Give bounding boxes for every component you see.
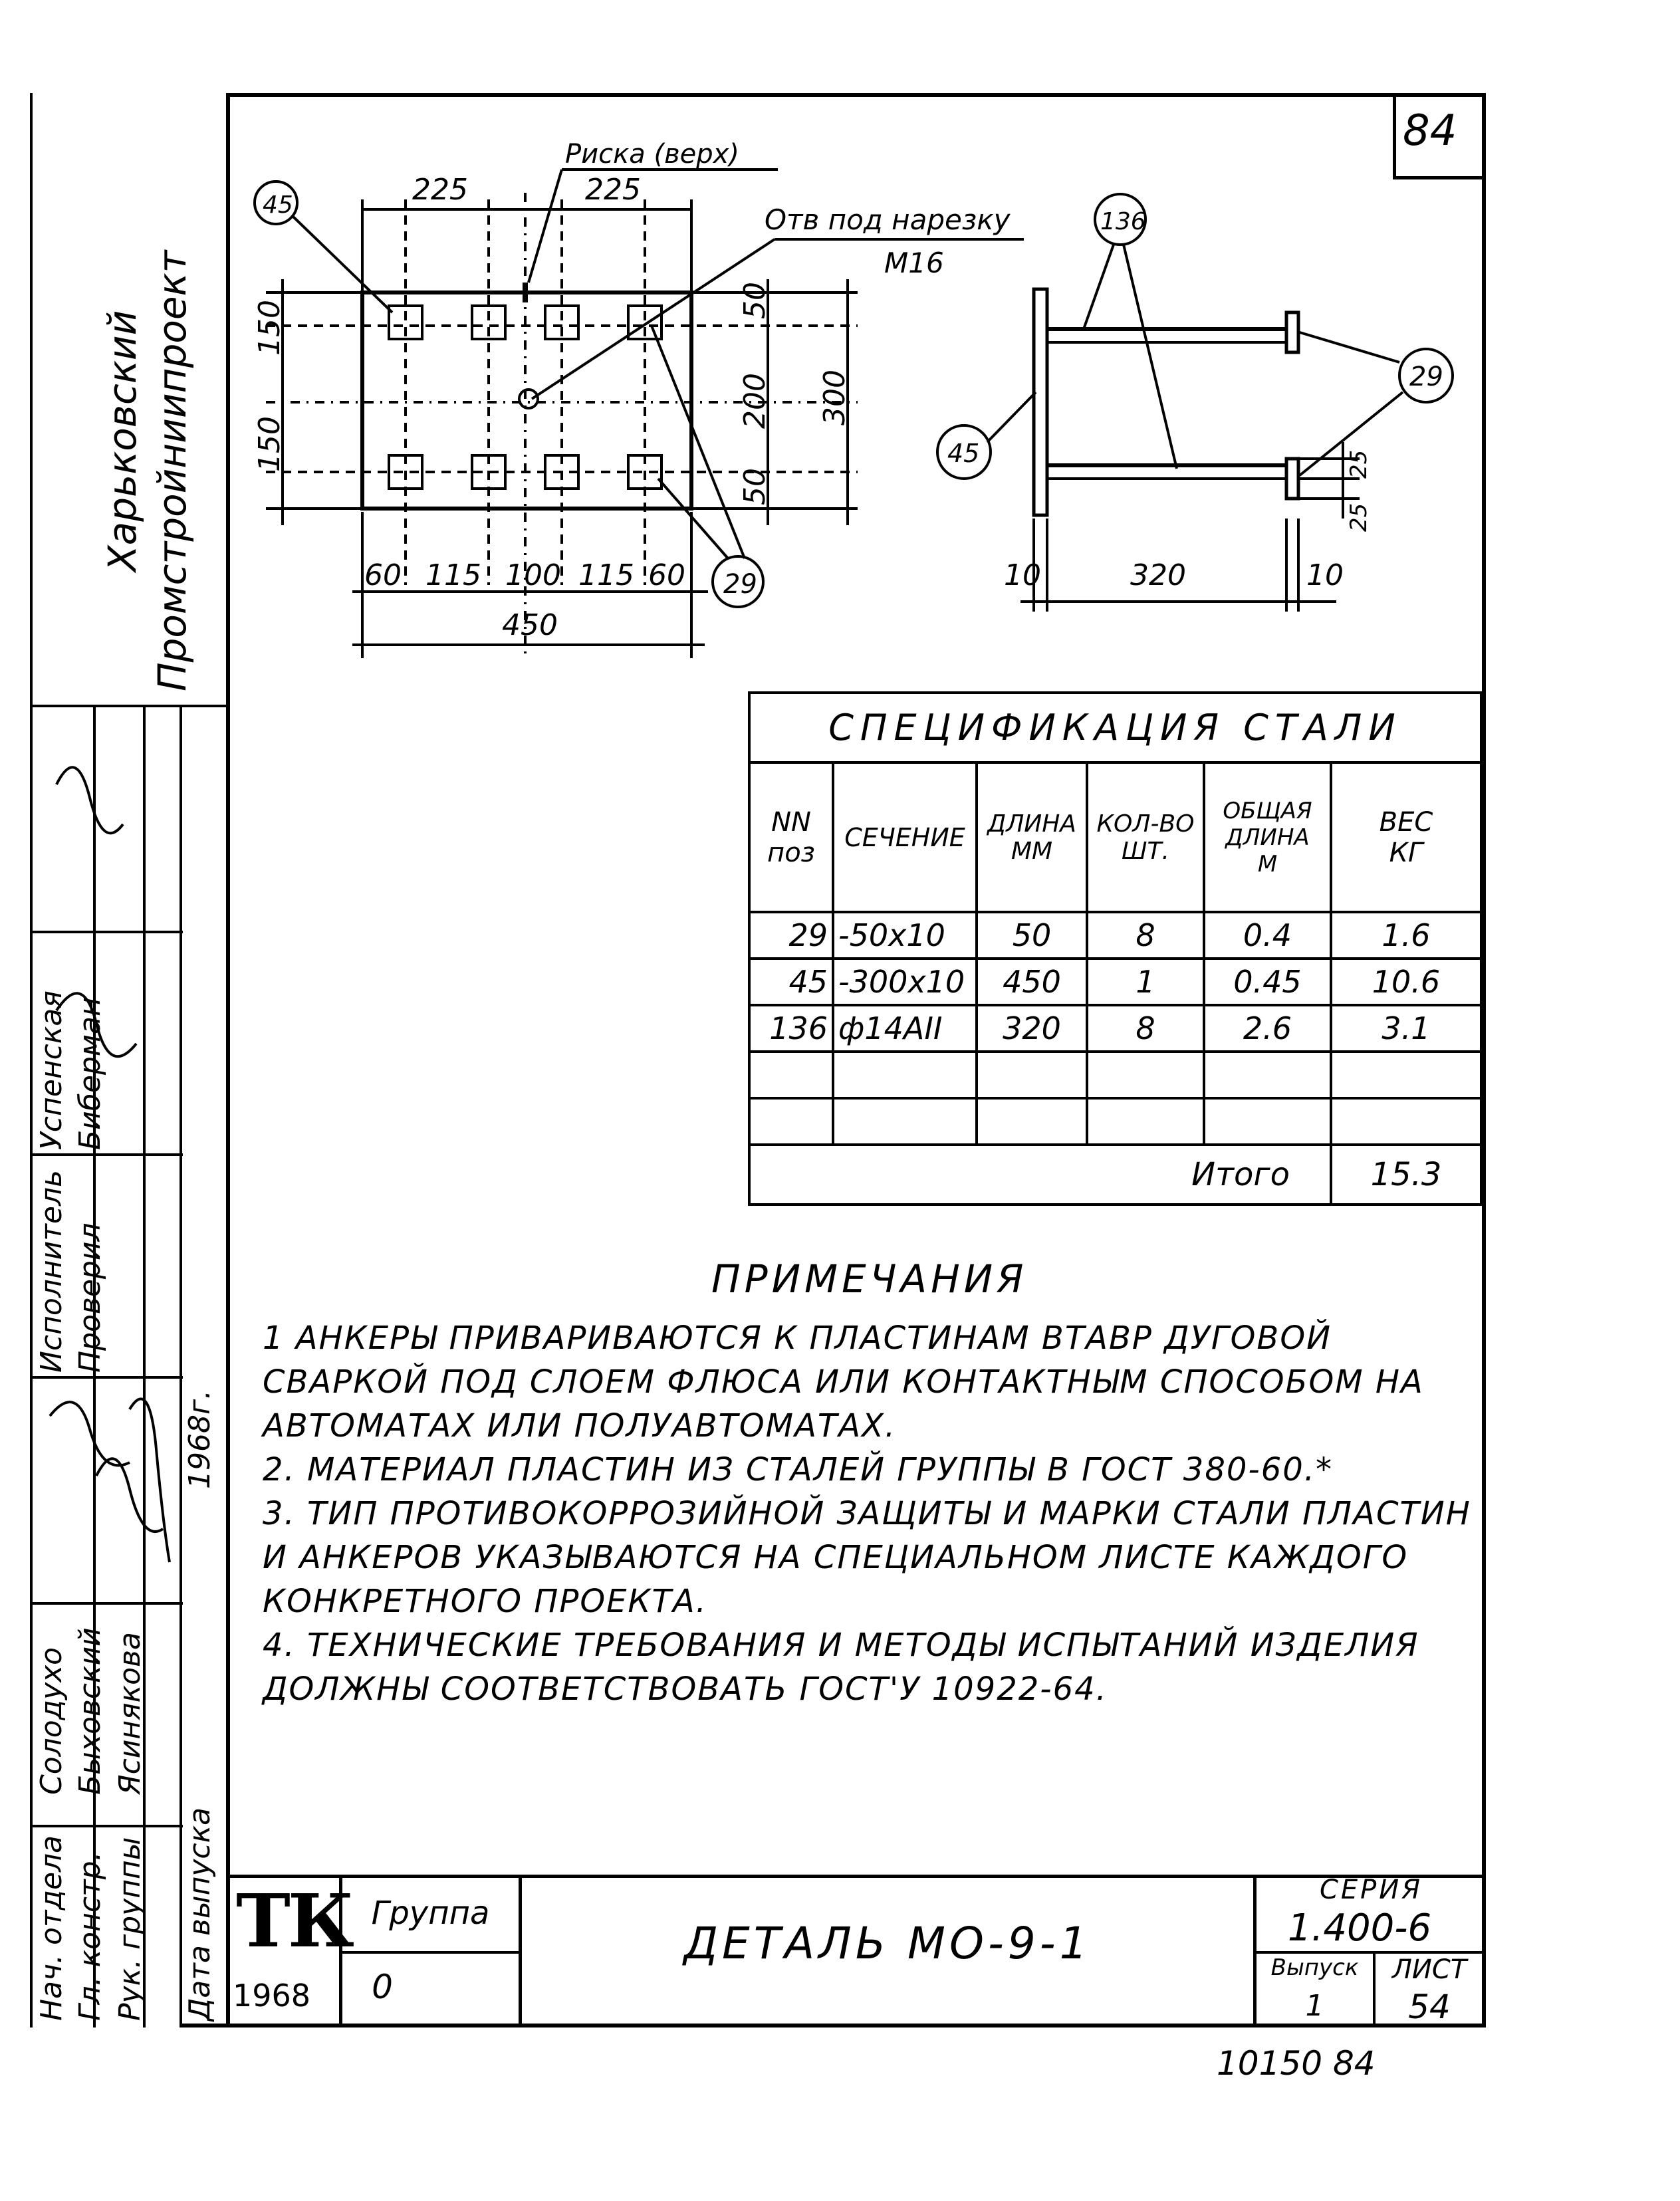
name-2: Быховский [73, 1627, 107, 1795]
dim-bottom-3: 100 [505, 558, 561, 592]
header-length-1: ДЛИНА [987, 810, 1076, 838]
role-1: Нач. отдела [35, 1835, 68, 2021]
release-year: 1968г. [183, 1389, 217, 1489]
row-total-length: 0.4 [1204, 912, 1331, 959]
dim-bottom-4: 115 [578, 558, 634, 592]
org-name-1: Харьковский [100, 310, 145, 572]
side-dim-3: 10 [1306, 558, 1344, 592]
table-total-row [749, 1145, 1481, 1205]
role-4: Исполнитель [35, 1169, 68, 1373]
row-section: -300х10 [833, 959, 977, 1005]
header-length [977, 762, 1087, 912]
header-weight-2: КГ [1389, 837, 1423, 868]
header-qty-1: КОЛ-ВО [1096, 810, 1195, 838]
dim-bottom-1: 60 [364, 558, 402, 592]
header-qty-2: ШТ. [1122, 837, 1169, 865]
sheet-label: ЛИСТ [1391, 1954, 1467, 1985]
steel-spec-table [748, 691, 1483, 1206]
side-dim-1: 10 [1004, 558, 1041, 592]
row-section: ф14АII [833, 1005, 977, 1052]
row-weight: 1.6 [1331, 912, 1481, 959]
balloon-29-label: 29 [723, 569, 757, 600]
sheet-number: 84 [1403, 106, 1457, 156]
balloon-136-label: 136 [1100, 208, 1146, 235]
name-5: Биберман [73, 997, 107, 1150]
group-value: 0 [372, 1968, 393, 2006]
header-pos-1: NN [771, 806, 811, 838]
side-dim-2: 320 [1130, 558, 1186, 592]
header-weight [1331, 762, 1481, 912]
row-pos: 29 [749, 912, 833, 959]
name-1: Солодухо [35, 1647, 68, 1795]
header-total-length-1: ОБЩАЯ [1223, 797, 1312, 824]
table-row-empty [749, 1098, 1481, 1145]
header-length-2: ММ [1011, 837, 1053, 865]
header-total-length-2: ДЛИНА [1225, 824, 1310, 851]
hole-size: М16 [884, 247, 944, 279]
dim-right-2: 200 [738, 373, 772, 429]
note-1: 1 АНКЕРЫ ПРИВАРИВАЮТСЯ К ПЛАСТИНАМ ВТАВР ДУГОВОЙ СВАРКОЙ ПОД СЛОЕМ ФЛЮСА ИЛИ КОНТАКТНЫМ СПОСОБОМ НА АВТОМАТАХ ИЛИ ПОЛУАВТОМАТАХ. [263, 1320, 1424, 1445]
notes-list [263, 1316, 1473, 1711]
row-section: -50х10 [833, 912, 977, 959]
name-4: Успенская [35, 990, 68, 1150]
risk-label: Риска (верх) [565, 139, 739, 170]
dim-left-1: 150 [253, 300, 287, 356]
side-dim-right-2: 25 [1346, 503, 1372, 532]
tb-h-series [1253, 1951, 1486, 1954]
side-anchor-bottom [1286, 459, 1298, 499]
detail-drawing [226, 120, 1483, 691]
release-label: Дата выпуска [183, 1807, 217, 2021]
frame-top [226, 93, 1486, 97]
balloon-45-label: 45 [263, 191, 293, 219]
dim-bottom-2: 115 [425, 558, 481, 592]
org-name-2: Промстройниипроект [150, 250, 195, 691]
series-label: СЕРИЯ [1319, 1875, 1423, 1905]
dim-total-height: 300 [818, 370, 852, 425]
dim-top-1: 225 [412, 173, 468, 207]
dim-total-width: 450 [502, 608, 558, 642]
total-value: 15.3 [1331, 1145, 1481, 1205]
threaded-hole [519, 390, 538, 408]
tk-logo: ТК [236, 1878, 352, 1964]
balloon-45-side-label: 45 [947, 439, 980, 468]
row-total-length: 2.6 [1204, 1005, 1331, 1052]
header-pos-2: поз [767, 837, 815, 868]
row-weight: 3.1 [1331, 1005, 1481, 1052]
notes-title: ПРИМЕЧАНИЯ [711, 1256, 1028, 1302]
table-row [749, 1005, 1481, 1052]
dim-top-2: 225 [585, 173, 641, 207]
table-row [749, 912, 1481, 959]
row-pos: 45 [749, 959, 833, 1005]
row-qty: 8 [1087, 912, 1204, 959]
stamp-hline-6 [30, 1825, 183, 1827]
table-row [749, 959, 1481, 1005]
header-total-length-3: М [1257, 850, 1278, 877]
dim-bottom-5: 60 [648, 558, 685, 592]
row-qty: 1 [1087, 959, 1204, 1005]
note-3: 3. ТИП ПРОТИВОКОРРОЗИЙНОЙ ЗАЩИТЫ И МАРКИ СТАЛИ ПЛАСТИН И АНКЕРОВ УКАЗЫВАЮТСЯ НА СПЕЦИАЛЬНОМ ЛИСТЕ КАЖДОГО КОНКРЕТНОГО ПРОЕКТА. [263, 1495, 1471, 1620]
header-total-length [1204, 762, 1331, 912]
row-length: 320 [977, 1005, 1087, 1052]
header-weight-1: ВЕС [1379, 806, 1433, 838]
group-label: Группа [371, 1895, 490, 1932]
frame-bottom [180, 2024, 1486, 2027]
note-4: 4. ТЕХНИЧЕСКИЕ ТРЕБОВАНИЯ И МЕТОДЫ ИСПЫТАНИЙ ИЗДЕЛИЯ ДОЛЖНЫ СООТВЕТСТВОВАТЬ ГОСТ'У 10922-64. [263, 1627, 1419, 1708]
note-2: 2. МАТЕРИАЛ ПЛАСТИН ИЗ СТАЛЕЙ ГРУППЫ В ГОСТ 380-60.* [263, 1451, 1334, 1488]
row-length: 450 [977, 959, 1087, 1005]
role-3: Рук. группы [113, 1837, 147, 2021]
name-3: Ясинякова [113, 1632, 147, 1795]
footer-note: 10150 84 [1217, 2044, 1376, 2083]
table-row-empty [749, 1052, 1481, 1098]
header-qty [1087, 762, 1204, 912]
series-value: 1.400-6 [1287, 1907, 1432, 1950]
side-dim-right-1: 25 [1346, 449, 1372, 479]
row-pos: 136 [749, 1005, 833, 1052]
side-anchor-top [1286, 312, 1298, 352]
header-section: СЕЧЕНИЕ [833, 762, 977, 912]
dim-left-2: 150 [253, 416, 287, 472]
issue-value: 1 [1305, 1989, 1324, 2023]
hole-label: Отв под нарезку [765, 203, 1011, 236]
row-length: 50 [977, 912, 1087, 959]
drawing-title: ДЕТАЛЬ МО-9-1 [683, 1918, 1092, 1969]
balloon-29-side-label: 29 [1409, 362, 1443, 392]
dim-right-3: 50 [738, 468, 772, 505]
stamp-hline-1 [30, 705, 229, 707]
issue-label: Выпуск [1270, 1954, 1359, 1981]
tb-v-issue [1373, 1951, 1376, 2027]
side-plate [1034, 289, 1047, 515]
tk-year: 1968 [233, 1978, 311, 2014]
stamp-hline-5 [30, 1602, 183, 1605]
role-5: Проверил [73, 1222, 107, 1373]
row-weight: 10.6 [1331, 959, 1481, 1005]
header-pos [749, 762, 833, 912]
sheet-value: 54 [1408, 1988, 1451, 2026]
signatures [30, 731, 183, 1595]
tb-h-group [339, 1951, 522, 1954]
role-2: Гл. констр. [73, 1851, 107, 2021]
row-total-length: 0.45 [1204, 959, 1331, 1005]
dim-right-1: 50 [738, 282, 772, 319]
spec-title: СПЕЦИФИКАЦИЯ СТАЛИ [749, 693, 1481, 762]
total-label: Итого [749, 1145, 1331, 1205]
row-qty: 8 [1087, 1005, 1204, 1052]
